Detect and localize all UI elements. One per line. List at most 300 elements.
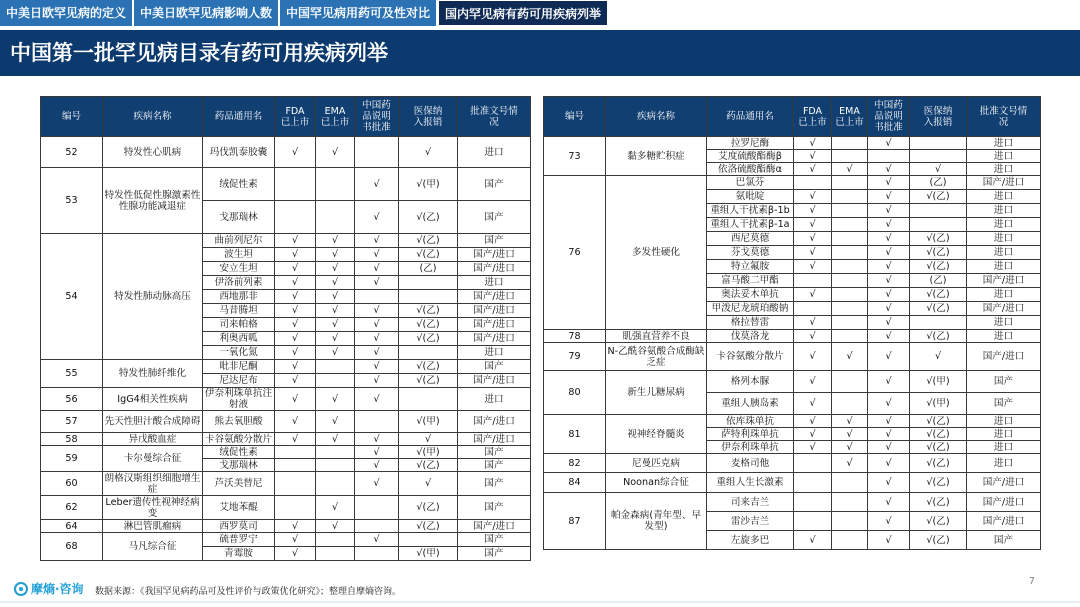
medical-insurance: (乙) (399, 262, 458, 276)
disease-name: 肌强直营养不良 (606, 330, 707, 343)
footer-divider (0, 601, 1080, 603)
drug-name: 雷沙吉兰 (707, 512, 794, 531)
fda-approved: √ (794, 531, 832, 550)
medical-insurance: √(甲) (910, 393, 967, 415)
drug-name: 萨特利珠单抗 (707, 428, 794, 441)
medical-insurance: √(乙) (910, 246, 967, 260)
column-header: 疾病名称 (103, 97, 203, 137)
approval-status: 国产/进口 (458, 374, 531, 388)
fda-approved: √ (275, 433, 316, 446)
title-bar (0, 30, 1080, 76)
medical-insurance (910, 204, 967, 218)
approval-status: 国产 (458, 459, 531, 472)
table-row (544, 176, 1041, 190)
drug-name: 马昔腾坦 (203, 304, 275, 318)
fda-approved: √ (794, 371, 832, 393)
disease-number: 56 (41, 388, 103, 411)
fda-approved (794, 176, 832, 190)
ema-approved (832, 393, 868, 415)
medical-insurance: √(乙) (910, 512, 967, 531)
table-row (41, 496, 531, 520)
table-row (544, 330, 1041, 343)
ema-approved (316, 168, 355, 201)
china-label-approved: √ (868, 137, 910, 150)
ema-approved (316, 374, 355, 388)
medical-insurance: √(乙) (910, 330, 967, 343)
fda-approved: √ (794, 260, 832, 274)
fda-approved: √ (794, 218, 832, 232)
china-label-approved: √ (355, 472, 399, 496)
disease-name: Noonan综合征 (606, 473, 707, 493)
drug-name: 尼达尼布 (203, 374, 275, 388)
fda-approved (794, 274, 832, 288)
column-header: 医保纳 入报销 (399, 97, 458, 137)
china-label-approved: √ (355, 332, 399, 346)
table-row (41, 446, 531, 459)
drug-name: 格拉替雷 (707, 316, 794, 330)
approval-status: 国产 (458, 201, 531, 234)
china-label-approved: √ (355, 533, 399, 547)
drug-name: 拉罗尼酶 (707, 137, 794, 150)
medical-insurance: √(甲) (910, 371, 967, 393)
approval-status: 国产/进口 (458, 433, 531, 446)
ema-approved (316, 547, 355, 561)
approval-status: 国产 (967, 371, 1041, 393)
drug-name: 安立生坦 (203, 262, 275, 276)
china-label-approved: √ (868, 493, 910, 512)
ema-approved (832, 493, 868, 512)
table-row (41, 433, 531, 446)
approval-status: 国产/进口 (967, 302, 1041, 316)
medical-insurance: √(乙) (910, 493, 967, 512)
drug-name: 依库珠单抗 (707, 415, 794, 428)
medical-insurance: √(乙) (399, 318, 458, 332)
fda-approved: √ (794, 137, 832, 150)
china-label-approved: √ (868, 330, 910, 343)
ema-approved: √ (316, 433, 355, 446)
column-header: FDA 已上市 (794, 97, 832, 137)
fda-approved (794, 493, 832, 512)
header-row (41, 97, 531, 137)
approval-status: 国产 (458, 168, 531, 201)
fda-approved: √ (275, 248, 316, 262)
ema-approved: √ (316, 276, 355, 290)
medical-insurance (399, 276, 458, 290)
disease-number: 54 (41, 234, 103, 360)
china-label-approved: √ (355, 234, 399, 248)
disease-number: 73 (544, 137, 606, 176)
fda-approved: √ (275, 137, 316, 168)
china-label-approved: √ (868, 260, 910, 274)
china-label-approved: √ (355, 446, 399, 459)
medical-insurance: √(乙) (399, 374, 458, 388)
approval-status: 进口 (458, 388, 531, 411)
ema-approved: √ (316, 346, 355, 360)
fda-approved: √ (275, 234, 316, 248)
section-tabs (0, 0, 1080, 26)
ema-approved: √ (316, 318, 355, 332)
approval-status: 国产/进口 (458, 248, 531, 262)
table-row (544, 371, 1041, 393)
ema-approved (832, 150, 868, 163)
china-label-approved: √ (355, 388, 399, 411)
medical-insurance: √(乙) (910, 232, 967, 246)
medical-insurance: √(乙) (910, 260, 967, 274)
column-header: 批准文号情 况 (458, 97, 531, 137)
ema-approved (316, 201, 355, 234)
china-label-approved (355, 411, 399, 433)
ema-approved: √ (316, 248, 355, 262)
table-row (41, 234, 531, 248)
medical-insurance: √(乙) (399, 496, 458, 520)
china-label-approved: √ (868, 343, 910, 371)
medical-insurance: √(乙) (399, 360, 458, 374)
fda-approved (794, 473, 832, 493)
approval-status: 国产/进口 (967, 176, 1041, 190)
fda-approved: √ (794, 204, 832, 218)
drug-name: 特立氟胺 (707, 260, 794, 274)
fda-approved (275, 496, 316, 520)
drug-name: 玛伐凯泰胶囊 (203, 137, 275, 168)
table-row (41, 360, 531, 374)
china-label-approved: √ (868, 415, 910, 428)
approval-status: 进口 (967, 190, 1041, 204)
ema-approved (832, 473, 868, 493)
china-label-approved: √ (868, 302, 910, 316)
ema-approved (316, 472, 355, 496)
approval-status: 进口 (458, 137, 531, 168)
approval-status: 进口 (967, 137, 1041, 150)
china-label-approved (355, 547, 399, 561)
right-disease-table (543, 96, 1041, 550)
ema-approved: √ (316, 388, 355, 411)
ema-approved (832, 371, 868, 393)
approval-status: 国产/进口 (458, 332, 531, 346)
table-row (41, 520, 531, 533)
china-label-approved: √ (355, 304, 399, 318)
china-label-approved: √ (355, 346, 399, 360)
fda-approved (275, 459, 316, 472)
disease-number: 87 (544, 493, 606, 550)
approval-status: 进口 (967, 316, 1041, 330)
china-label-approved: √ (868, 176, 910, 190)
disease-name: IgG4相关性疾病 (103, 388, 203, 411)
china-label-approved: √ (868, 454, 910, 473)
fda-approved: √ (794, 190, 832, 204)
drug-name: 利奥西呱 (203, 332, 275, 346)
china-label-approved: √ (868, 246, 910, 260)
approval-status: 国产/进口 (458, 262, 531, 276)
china-label-approved (355, 137, 399, 168)
medical-insurance: √(乙) (910, 415, 967, 428)
disease-number: 68 (41, 533, 103, 561)
fda-approved (794, 454, 832, 473)
ema-approved (832, 190, 868, 204)
fda-approved: √ (794, 232, 832, 246)
drug-name: 西尼莫德 (707, 232, 794, 246)
medical-insurance: √ (399, 137, 458, 168)
approval-status: 进口 (967, 163, 1041, 176)
disease-name: 特发性心肌病 (103, 137, 203, 168)
table-row (41, 388, 531, 411)
ema-approved: √ (316, 304, 355, 318)
ema-approved (832, 204, 868, 218)
approval-status: 国产 (458, 472, 531, 496)
disease-name: 黏多糖贮积症 (606, 137, 707, 176)
ema-approved: √ (832, 428, 868, 441)
disease-number: 60 (41, 472, 103, 496)
medical-insurance: √(乙) (399, 459, 458, 472)
approval-status: 国产 (458, 234, 531, 248)
disease-name: Leber遗传性视神经病变 (103, 496, 203, 520)
fda-approved: √ (794, 393, 832, 415)
drug-name: 巴氯芬 (707, 176, 794, 190)
column-header: 编号 (544, 97, 606, 137)
ema-approved (832, 302, 868, 316)
drug-name: 芦沃美替尼 (203, 472, 275, 496)
medical-insurance: √ (910, 343, 967, 371)
medical-insurance: √(甲) (399, 168, 458, 201)
disease-name: 朗格汉斯组织细胞增生症 (103, 472, 203, 496)
column-header: 疾病名称 (606, 97, 707, 137)
disease-name: 多发性硬化 (606, 176, 707, 330)
fda-approved: √ (794, 288, 832, 302)
ema-approved (832, 218, 868, 232)
medical-insurance (399, 346, 458, 360)
medical-insurance: √(甲) (399, 411, 458, 433)
approval-status: 进口 (967, 246, 1041, 260)
china-label-approved: √ (868, 288, 910, 302)
fda-approved: √ (275, 262, 316, 276)
column-header: EMA 已上市 (316, 97, 355, 137)
china-label-approved: √ (355, 433, 399, 446)
tab-domestic-drug-list[interactable]: 国内罕见病有药可用疾病列举 (438, 0, 608, 26)
disease-name: 特发性肺动脉高压 (103, 234, 203, 360)
disease-name: 卡尔曼综合征 (103, 446, 203, 472)
ema-approved (832, 330, 868, 343)
medical-insurance: (乙) (910, 176, 967, 190)
ema-approved (832, 288, 868, 302)
disease-name: 帕金森病(青年型、早发型) (606, 493, 707, 550)
fda-approved: √ (275, 346, 316, 360)
table-row (41, 472, 531, 496)
medical-insurance: √(乙) (910, 441, 967, 454)
ema-approved (316, 459, 355, 472)
disease-number: 52 (41, 137, 103, 168)
china-label-approved: √ (868, 512, 910, 531)
table-row (544, 137, 1041, 150)
china-label-approved: √ (868, 204, 910, 218)
fda-approved: √ (794, 415, 832, 428)
column-header: 医保纳 入报销 (910, 97, 967, 137)
disease-number: 57 (41, 411, 103, 433)
drug-name: 吡非尼酮 (203, 360, 275, 374)
column-header: 编号 (41, 97, 103, 137)
disease-number: 59 (41, 446, 103, 472)
ema-approved (832, 274, 868, 288)
logo-mark-icon (14, 582, 28, 596)
approval-status: 进口 (967, 415, 1041, 428)
ema-approved: √ (316, 520, 355, 533)
disease-number: 76 (544, 176, 606, 330)
ema-approved (316, 446, 355, 459)
china-label-approved: √ (868, 190, 910, 204)
drug-name: 司来帕格 (203, 318, 275, 332)
fda-approved: √ (794, 150, 832, 163)
fda-approved (275, 168, 316, 201)
drug-name: 氨吡啶 (707, 190, 794, 204)
approval-status: 国产/进口 (967, 493, 1041, 512)
china-label-approved: √ (355, 168, 399, 201)
ema-approved (832, 512, 868, 531)
page-number: 7 (1028, 576, 1035, 587)
approval-status: 进口 (967, 232, 1041, 246)
ema-approved (832, 137, 868, 150)
medical-insurance: √(乙) (399, 248, 458, 262)
column-header: 中国药 品说明 书批准 (868, 97, 910, 137)
approval-status: 国产 (458, 533, 531, 547)
medical-insurance: √(乙) (399, 234, 458, 248)
fda-approved (794, 512, 832, 531)
approval-status: 进口 (967, 454, 1041, 473)
drug-name: 艾度硫酸酯酶β (707, 150, 794, 163)
drug-name: 伐莫洛龙 (707, 330, 794, 343)
fda-approved: √ (794, 246, 832, 260)
drug-name: 硫普罗宁 (203, 533, 275, 547)
ema-approved: √ (316, 332, 355, 346)
column-header: 中国药 品说明 书批准 (355, 97, 399, 137)
column-header: 药品通用名 (203, 97, 275, 137)
column-header: FDA 已上市 (275, 97, 316, 137)
medical-insurance: √(乙) (399, 520, 458, 533)
drug-name: 一氧化氮 (203, 346, 275, 360)
disease-name: N-乙酰谷氨酸合成酶缺乏症 (606, 343, 707, 371)
drug-name: 青霉胺 (203, 547, 275, 561)
approval-status: 进口 (967, 428, 1041, 441)
ema-approved: √ (832, 441, 868, 454)
fda-approved (275, 201, 316, 234)
china-label-approved: √ (868, 371, 910, 393)
ema-approved (832, 246, 868, 260)
disease-name: 马凡综合征 (103, 533, 203, 561)
ema-approved (316, 533, 355, 547)
drug-name: 卡谷氨酸分散片 (707, 343, 794, 371)
approval-status: 国产/进口 (967, 343, 1041, 371)
drug-name: 伊奈利珠单抗 (707, 441, 794, 454)
disease-name: 新生儿糖尿病 (606, 371, 707, 415)
medical-insurance (399, 290, 458, 304)
company-logo (14, 580, 84, 597)
approval-status: 国产/进口 (967, 274, 1041, 288)
approval-status: 国产/进口 (458, 411, 531, 433)
medical-insurance (910, 137, 967, 150)
drug-name: 重组人干扰素β-1b (707, 204, 794, 218)
drug-name: 伊洛前列素 (203, 276, 275, 290)
medical-insurance (910, 316, 967, 330)
china-label-approved: √ (868, 393, 910, 415)
table-row (41, 137, 531, 168)
table-row (41, 411, 531, 433)
tab-affected-population[interactable]: 中美日欧罕见病影响人数 (134, 0, 278, 26)
drug-name: 艾地苯醌 (203, 496, 275, 520)
medical-insurance: √(乙) (910, 288, 967, 302)
china-label-approved (355, 290, 399, 304)
table-row (544, 473, 1041, 493)
fda-approved: √ (275, 304, 316, 318)
ema-approved: √ (316, 262, 355, 276)
medical-insurance (910, 150, 967, 163)
ema-approved (832, 316, 868, 330)
disease-name: 淋巴管肌瘤病 (103, 520, 203, 533)
left-disease-table (40, 96, 531, 561)
disease-number: 62 (41, 496, 103, 520)
approval-status: 国产 (458, 496, 531, 520)
table-row (41, 168, 531, 201)
disease-number: 55 (41, 360, 103, 388)
page-title: 中国第一批罕见病目录有药可用疾病列举 (10, 41, 388, 65)
drug-name: 格列本脲 (707, 371, 794, 393)
fda-approved (275, 446, 316, 459)
drug-name: 甲泼尼龙琥珀酸钠 (707, 302, 794, 316)
medical-insurance: √(乙) (910, 428, 967, 441)
table-row (544, 454, 1041, 473)
medical-insurance: √ (910, 163, 967, 176)
ema-approved: √ (316, 496, 355, 520)
ema-approved: √ (316, 290, 355, 304)
medical-insurance: √(乙) (399, 201, 458, 234)
drug-name: 左旋多巴 (707, 531, 794, 550)
fda-approved (275, 472, 316, 496)
tab-drug-accessibility[interactable]: 中国罕见病用药可及性对比 (280, 0, 436, 26)
tab-definition[interactable]: 中美日欧罕见病的定义 (0, 0, 132, 26)
china-label-approved: √ (355, 459, 399, 472)
approval-status: 国产 (458, 446, 531, 459)
fda-approved: √ (275, 332, 316, 346)
ema-approved: √ (832, 163, 868, 176)
column-header: EMA 已上市 (832, 97, 868, 137)
drug-name: 奥法妥木单抗 (707, 288, 794, 302)
ema-approved (316, 360, 355, 374)
drug-name: 芬戈莫德 (707, 246, 794, 260)
medical-insurance: √(乙) (910, 190, 967, 204)
disease-name: 先天性胆汁酸合成障碍 (103, 411, 203, 433)
fda-approved: √ (275, 360, 316, 374)
drug-name: 绒促性素 (203, 168, 275, 201)
medical-insurance: √(乙) (910, 473, 967, 493)
disease-name: 尼曼匹克病 (606, 454, 707, 473)
disease-number: 53 (41, 168, 103, 234)
fda-approved (794, 302, 832, 316)
medical-insurance: √(甲) (399, 446, 458, 459)
drug-name: 曲前列尼尔 (203, 234, 275, 248)
table-row (41, 533, 531, 547)
china-label-approved: √ (868, 316, 910, 330)
medical-insurance: √(甲) (399, 547, 458, 561)
medical-insurance: √ (399, 472, 458, 496)
fda-approved: √ (275, 520, 316, 533)
china-label-approved: √ (355, 360, 399, 374)
drug-name: 西罗莫司 (203, 520, 275, 533)
column-header: 批准文号情 况 (967, 97, 1041, 137)
drug-name: 戈那瑞林 (203, 459, 275, 472)
china-label-approved: √ (355, 318, 399, 332)
china-label-approved: √ (355, 201, 399, 234)
ema-approved (832, 260, 868, 274)
disease-number: 80 (544, 371, 606, 415)
medical-insurance (399, 533, 458, 547)
china-label-approved (355, 496, 399, 520)
approval-status: 进口 (967, 330, 1041, 343)
